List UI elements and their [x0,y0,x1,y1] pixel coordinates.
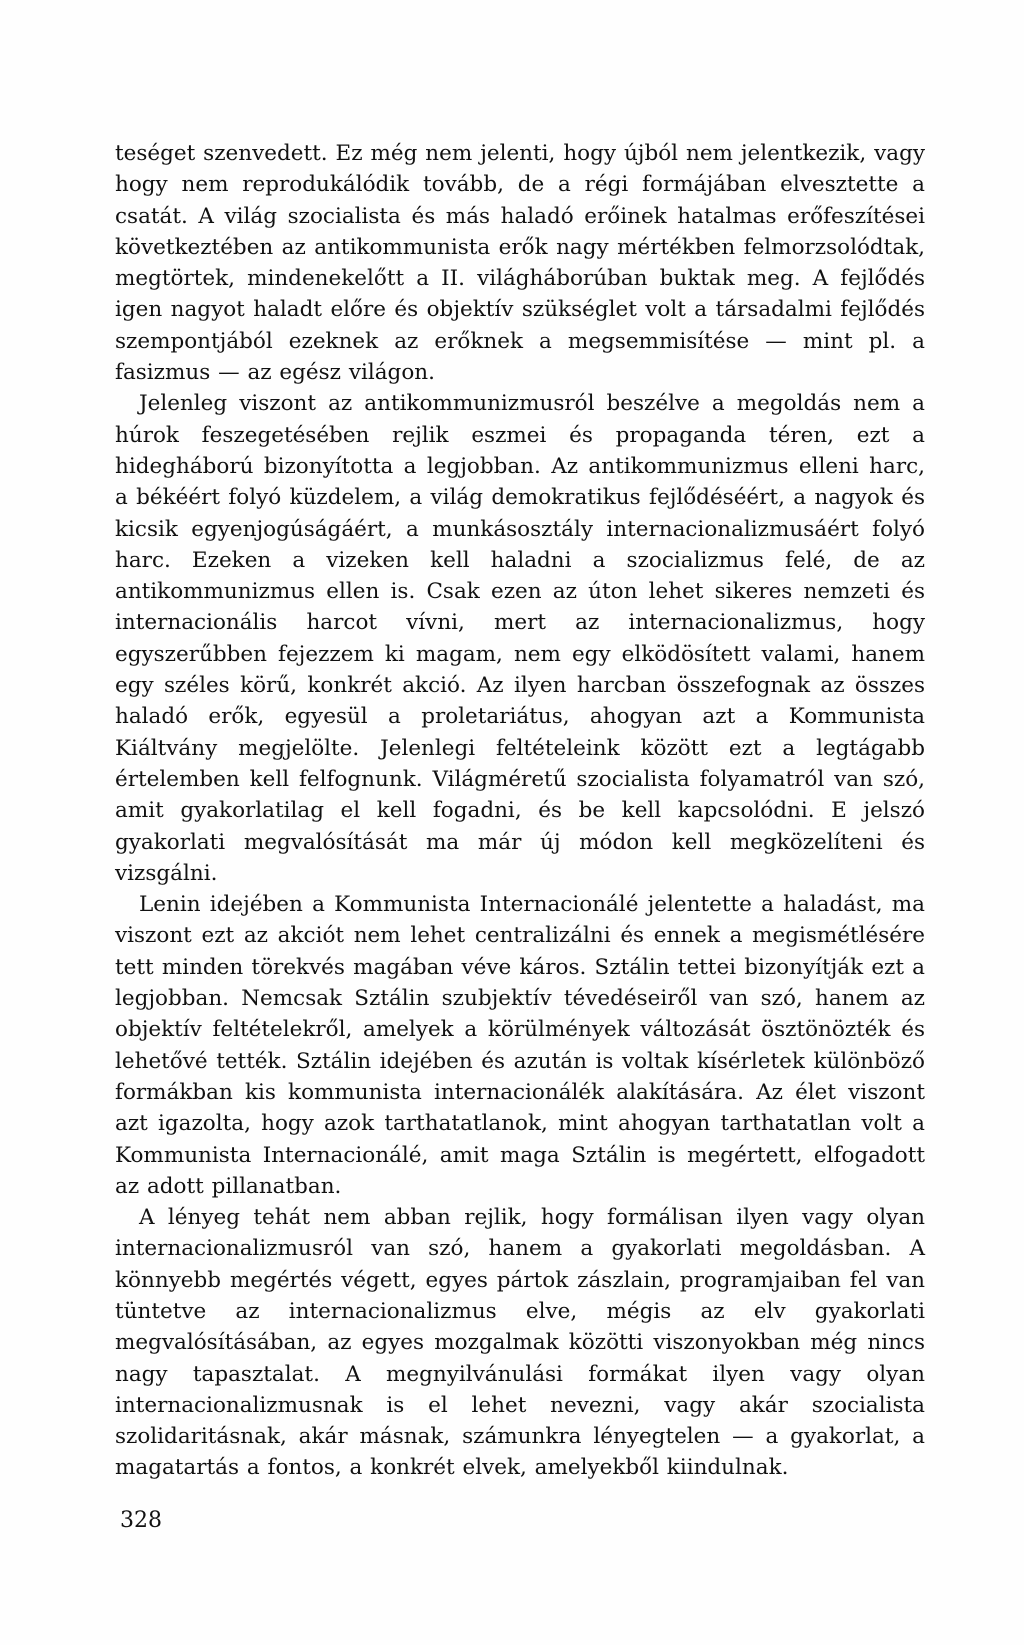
paragraph-1: teséget szenvedett. Ez még nem jelenti, hogy újból nem jelentkezik, vagy hogy nem reprodukálódik tovább, de a régi formájában elvesztette a csatát. A világ szocialista és más haladó erőinek hatalmas erőfeszítései következtében az antikommunista erők nagy mértékben felmorzsolódtak, megtörtek, mindenekelőtt a II. világháborúban buktak meg. A fejlődés igen nagyot haladt előre és objektív szükséglet volt a társadalmi fejlődés szempontjából ezeknek az erőknek a megsemmisítése — mint pl. a fasizmus — az egész világon. [115,141,925,386]
body-text [115,138,925,1484]
paragraph-2: Jelenleg viszont az antikommunizmusról beszélve a megoldás nem a húrok feszegetésében rejlik eszmei és propaganda téren, ezt a hidegháború bizonyította a legjobban. Az antikommunizmus elleni harc, a békéért folyó küzdelem, a világ demokratikus fejlődéséért, a nagyok és kicsik egyenjogúságáért, a munkásosztály internacionalizmusáért folyó harc. Ezeken a vizeken kell haladni a szocializmus felé, de az antikommunizmus ellen is. Csak ezen az úton lehet sikeres nemzeti és internacionális harcot vívni, mert az internacionalizmus, hogy egyszerűbben fejezzem ki magam, nem egy elködösített valami, hanem egy széles körű, konkrét akció. Az ilyen harcban összefognak az összes haladó erők, egyesül a proletariátus, ahogyan azt a Kommunista Kiáltvány megjelölte. Jelenlegi feltételeink között ezt a legtágabb értelemben kell felfognunk. Világméretű szocialista folyamatról van szó, amit gyakorlatilag el kell fogadni, és be kell kapcsolódni. E jelszó gyakorlati megvalósítását ma már új módon kell megközelíteni és vizsgálni. [115,391,925,886]
paragraph-3: Lenin idejében a Kommunista Internacionálé jelentette a haladást, ma viszont ezt az akciót nem lehet centralizálni és ennek a megismétlésére tett minden törekvés magában véve káros. Sztálin tettei bizonyítják ezt a legjobban. Nemcsak Sztálin szubjektív tévedéseiről van szó, hanem az objektív feltételekről, amelyek a körülmények változását ösztönözték és lehetővé tették. Sztálin idejében és azután is voltak kísérletek különböző formákban kis kommunista internacionálék alakítására. Az élet viszont azt igazolta, hogy azok tarthatatlanok, mint ahogyan tarthatatlan volt a Kommunista Internacionálé, amit maga Sztálin is megértett, elfogadott az adott pillanatban. [115,892,925,1199]
page-number: 328 [120,1508,162,1533]
paragraph-4: A lényeg tehát nem abban rejlik, hogy formálisan ilyen vagy olyan internacionalizmusról van szó, hanem a gyakorlati megoldásban. A könnyebb megértés végett, egyes pártok zászlain, programjaiban fel van tüntetve az internacionalizmus elve, mégis az elv gyakorlati megvalósításában, az egyes mozgalmak közötti viszonyokban még nincs nagy tapasztalat. A megnyilvánulási formákat ilyen vagy olyan internacionalizmusnak is el lehet nevezni, vagy akár szocialista szolidaritásnak, akár másnak, számunkra lényegtelen — a gyakorlat, a magatartás a fontos, a konkrét elvek, amelyekből kiindulnak. [115,1205,925,1481]
